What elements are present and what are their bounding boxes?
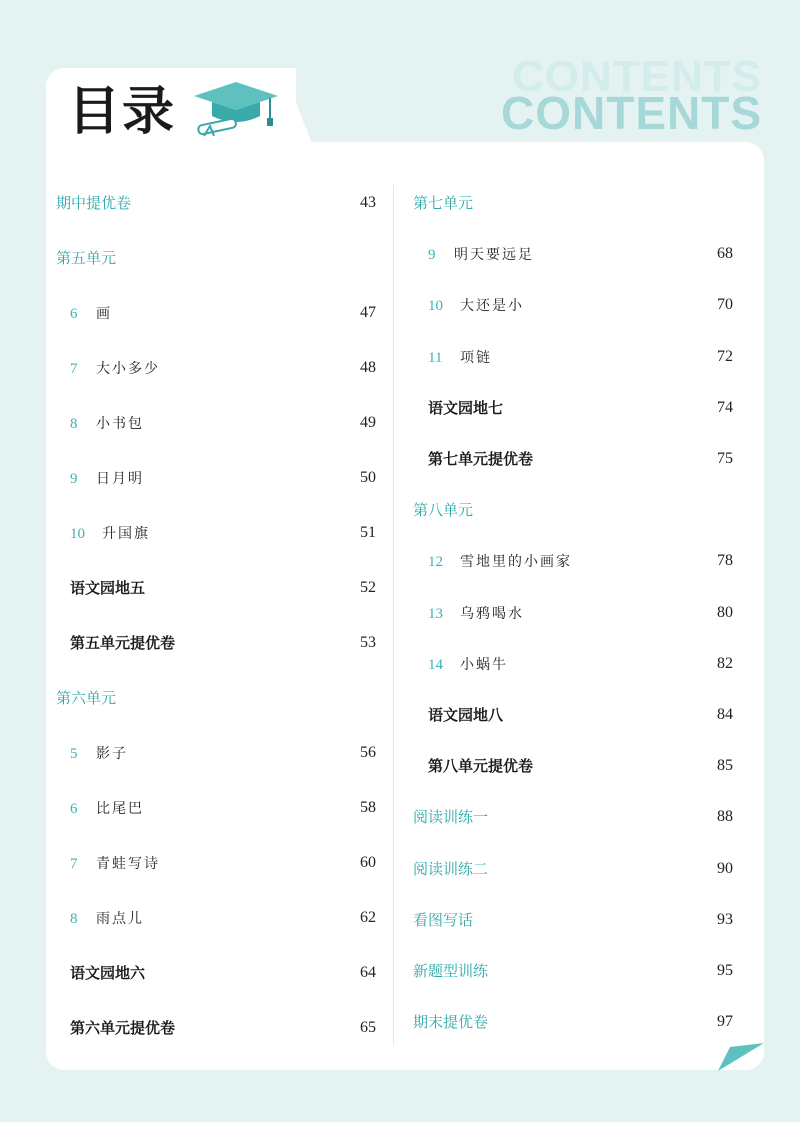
toc-lesson-row[interactable] — [70, 356, 376, 380]
toc-lesson-row[interactable] — [428, 652, 733, 676]
page-number: 53 — [360, 634, 376, 651]
page-number: 72 — [717, 347, 733, 365]
toc-lesson-row[interactable] — [70, 466, 376, 490]
page-number: 56 — [360, 744, 376, 761]
lesson-number: 8 — [70, 911, 78, 927]
unit-item-title: 第七单元提优卷 — [428, 450, 534, 468]
toc-lesson-row[interactable] — [428, 345, 733, 369]
lesson-number: 13 — [428, 605, 443, 622]
toc-lesson-row[interactable] — [70, 301, 376, 325]
lesson-number: 11 — [428, 349, 443, 366]
lesson-label: 大还是小 — [460, 298, 524, 315]
toc-lesson-row[interactable] — [70, 851, 376, 875]
lesson-number: 12 — [428, 554, 443, 571]
page-number: 78 — [717, 552, 733, 570]
page-number: 75 — [717, 450, 733, 467]
contents-watermark-front: CONTENTS — [501, 87, 762, 139]
lesson-label: 明天要远足 — [454, 247, 534, 264]
section-title: 阅读训练二 — [413, 859, 489, 878]
toc-bold-row[interactable] — [428, 396, 733, 420]
section-title: 新题型训练 — [413, 962, 489, 980]
page-number: 97 — [717, 1013, 733, 1031]
page-number: 43 — [360, 194, 376, 211]
lesson-title — [70, 356, 160, 381]
lesson-label: 画 — [96, 306, 112, 322]
graduation-cap-icon — [190, 78, 282, 142]
toc-lesson-row[interactable] — [428, 293, 733, 317]
page-number: 90 — [717, 859, 733, 877]
contents-watermark-back: CONTENTS — [512, 52, 762, 101]
page-number: 85 — [717, 757, 733, 775]
lesson-number: 10 — [70, 526, 85, 542]
unit-item-title: 第五单元提优卷 — [70, 634, 176, 652]
lesson-label: 小蜗牛 — [460, 656, 508, 673]
lesson-number: 5 — [70, 746, 78, 762]
toc-lesson-row[interactable] — [428, 601, 733, 625]
lesson-label: 青蛙写诗 — [96, 856, 160, 872]
lesson-title — [428, 601, 524, 626]
toc-lesson-row[interactable] — [428, 242, 733, 266]
toc-section-row[interactable] — [413, 857, 733, 881]
section-title: 期中提优卷 — [56, 194, 132, 212]
lesson-title — [428, 652, 508, 677]
lesson-label: 比尾巴 — [96, 801, 144, 817]
lesson-label: 乌鸦喝水 — [460, 605, 524, 622]
unit-item-title: 第八单元提优卷 — [428, 757, 534, 776]
toc-bold-row[interactable] — [70, 576, 376, 600]
section-title: 第六单元 — [56, 689, 117, 707]
page-number: 82 — [717, 654, 733, 672]
lesson-number: 8 — [70, 416, 78, 432]
toc-lesson-row[interactable] — [70, 521, 376, 545]
lesson-title — [70, 906, 144, 931]
lesson-label: 雨点儿 — [96, 911, 144, 927]
column-divider — [393, 185, 394, 1045]
page-curl-decoration — [718, 1043, 764, 1071]
lesson-number: 7 — [70, 856, 78, 872]
page-number: 64 — [360, 964, 376, 981]
lesson-title — [428, 345, 492, 370]
page-number: 52 — [360, 579, 376, 596]
toc-lesson-row[interactable] — [70, 741, 376, 765]
lesson-number: 7 — [70, 361, 78, 377]
lesson-number: 9 — [70, 471, 78, 487]
lesson-number: 14 — [428, 656, 443, 673]
page-number: 50 — [360, 469, 376, 486]
toc-bold-row[interactable] — [70, 961, 376, 985]
page-number: 80 — [717, 603, 733, 621]
toc-section-row[interactable] — [413, 498, 733, 522]
toc-section-row[interactable] — [413, 805, 733, 829]
toc-section-row[interactable] — [413, 1010, 733, 1034]
section-title: 看图写话 — [413, 910, 474, 929]
lesson-title — [70, 301, 112, 326]
page-number: 49 — [360, 414, 376, 431]
lesson-title — [428, 293, 524, 318]
page-number: 58 — [360, 799, 376, 816]
lesson-title — [70, 521, 150, 546]
lesson-title — [70, 411, 144, 436]
lesson-title — [428, 549, 572, 574]
toc-bold-row[interactable] — [70, 631, 376, 655]
page-number: 68 — [717, 245, 733, 263]
lesson-number: 10 — [428, 298, 443, 315]
lesson-title — [70, 851, 160, 876]
section-title: 第八单元 — [413, 501, 474, 520]
lesson-label: 大小多少 — [96, 361, 160, 377]
page-number: 88 — [717, 808, 733, 826]
toc-bold-row[interactable] — [428, 703, 733, 727]
section-title: 阅读训练一 — [413, 808, 489, 827]
unit-item-title: 语文园地八 — [428, 706, 504, 724]
toc-section-row[interactable] — [413, 908, 733, 932]
lesson-number: 6 — [70, 306, 78, 322]
page-title: 目录 — [68, 82, 177, 142]
section-title: 第七单元 — [413, 194, 474, 212]
page-number: 95 — [717, 962, 733, 979]
section-title: 第五单元 — [56, 249, 117, 267]
lesson-number: 6 — [70, 801, 78, 817]
toc-lesson-row[interactable] — [428, 549, 733, 573]
toc-section-row[interactable] — [56, 686, 376, 710]
page-number: 62 — [360, 909, 376, 926]
toc-lesson-row[interactable] — [70, 796, 376, 820]
page-number: 93 — [717, 910, 733, 928]
lesson-label: 影子 — [96, 746, 128, 762]
lesson-label: 项链 — [460, 349, 492, 366]
lesson-title — [70, 466, 144, 491]
page-number: 48 — [360, 359, 376, 376]
section-title: 期末提优卷 — [413, 1013, 489, 1032]
lesson-title — [428, 242, 534, 267]
toc-section-row[interactable] — [413, 191, 733, 215]
toc-section-row[interactable] — [56, 191, 376, 215]
page-number: 74 — [717, 398, 733, 416]
page-number: 65 — [360, 1019, 376, 1036]
page-number: 47 — [360, 304, 376, 321]
unit-item-title: 语文园地七 — [428, 398, 504, 417]
unit-item-title: 语文园地六 — [70, 964, 146, 982]
lesson-label: 雪地里的小画家 — [460, 554, 572, 571]
lesson-title — [70, 796, 144, 821]
toc-section-row[interactable] — [56, 246, 376, 270]
lesson-number: 9 — [428, 247, 436, 264]
toc-section-row[interactable] — [413, 959, 733, 983]
lesson-title — [70, 741, 128, 766]
page-number: 70 — [717, 296, 733, 314]
page-number: 60 — [360, 854, 376, 871]
toc-lesson-row[interactable] — [70, 411, 376, 435]
title-tab-slope — [282, 68, 314, 148]
toc-bold-row[interactable] — [428, 754, 733, 778]
page-number: 84 — [717, 706, 733, 723]
toc-lesson-row[interactable] — [70, 906, 376, 930]
lesson-label: 升国旗 — [102, 526, 150, 542]
lesson-label: 日月明 — [96, 471, 144, 487]
toc-bold-row[interactable] — [70, 1016, 376, 1040]
unit-item-title: 语文园地五 — [70, 579, 146, 597]
toc-bold-row[interactable] — [428, 447, 733, 471]
page-number: 51 — [360, 524, 376, 541]
unit-item-title: 第六单元提优卷 — [70, 1019, 176, 1037]
lesson-label: 小书包 — [96, 416, 144, 432]
